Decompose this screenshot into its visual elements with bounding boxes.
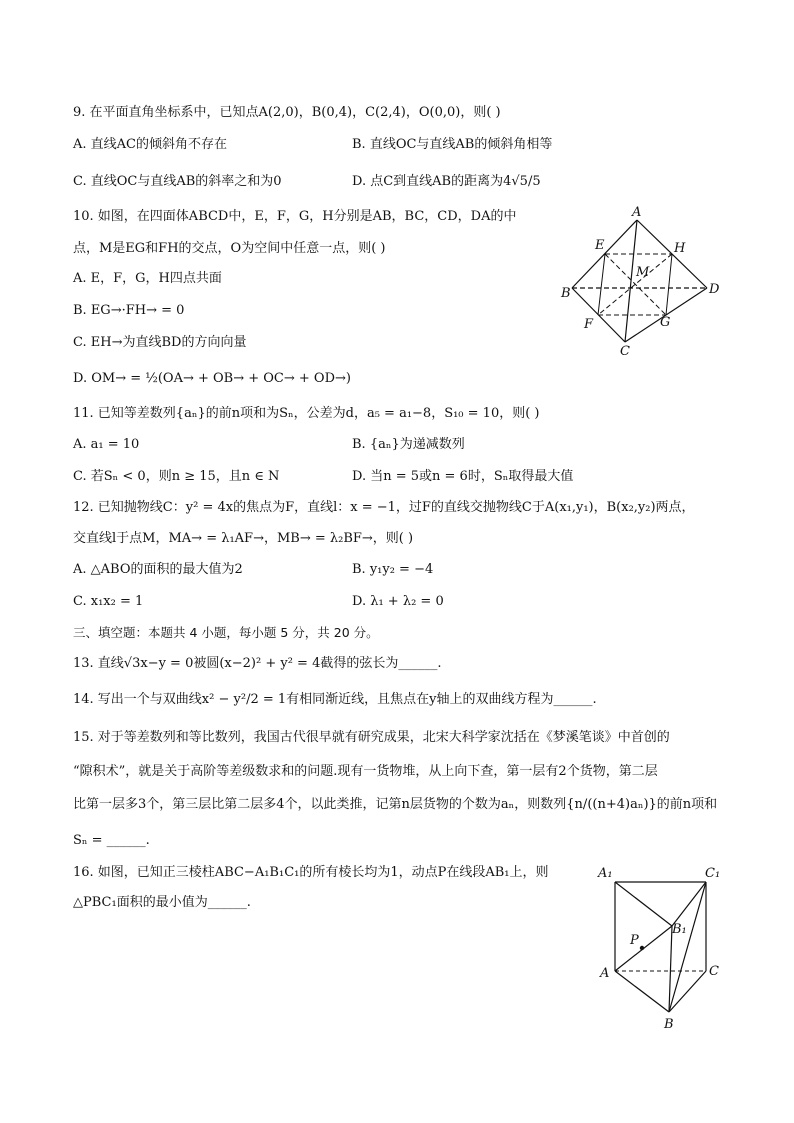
label-C1: C₁ bbox=[705, 866, 721, 881]
q9-option-a: A. 直线AC的倾斜角不存在 bbox=[73, 137, 227, 152]
q12-option-d: D. λ₁ + λ₂ = 0 bbox=[352, 594, 444, 609]
label-H: H bbox=[674, 241, 686, 256]
q10-option-c: C. EH→为直线BD的方向向量 bbox=[73, 335, 247, 350]
q13-stem: 13. 直线√3x−y = 0被圆(x−2)² + y² = 4截得的弦长为______. bbox=[73, 656, 442, 671]
q11-option-d: D. 当n = 5或n = 6时，Sₙ取得最大值 bbox=[352, 469, 574, 484]
label-D: D bbox=[709, 282, 720, 297]
label-P: P bbox=[630, 933, 639, 948]
label-A1: A₁ bbox=[598, 866, 613, 881]
label-M: M bbox=[636, 265, 650, 280]
label-A-prism: A bbox=[600, 966, 610, 981]
q12-option-c: C. x₁x₂ = 1 bbox=[73, 594, 144, 609]
q11-stem: 11. 已知等差数列{aₙ}的前n项和为Sₙ，公差为d，a₅ = a₁−8，S₁₀ = 10，则( ) bbox=[73, 406, 540, 421]
q10-option-d: D. OM→ = ½(OA→ + OB→ + OC→ + OD→) bbox=[73, 371, 351, 386]
q15-line3: 比第一层多3个，第三层比第二层多4个，以此类推，记第n层货物的个数为aₙ，则数列{n/((n+4)aₙ)}的前n项和 bbox=[73, 797, 718, 812]
q15-line1: 15. 对于等差数列和等比数列，我国古代很早就有研究成果，北宋大科学家沈括在《梦溪笔谈》中首创的 bbox=[73, 730, 670, 745]
prism-figure bbox=[592, 862, 732, 1037]
q9-option-d: D. 点C到直线AB的距离为4√5/5 bbox=[352, 174, 541, 189]
q11-option-b: B. {aₙ}为递减数列 bbox=[352, 437, 465, 452]
label-E: E bbox=[595, 238, 605, 253]
q11-option-c: C. 若Sₙ < 0，则n ≥ 15，且n ∈ N bbox=[73, 469, 280, 484]
q12-option-b: B. y₁y₂ = −4 bbox=[352, 562, 434, 577]
q11-option-a: A. a₁ = 10 bbox=[73, 437, 140, 452]
q10-stem-line1: 10. 如图，在四面体ABCD中，E，F，G，H分别是AB，BC，CD，DA的中 bbox=[73, 209, 517, 224]
q12-stem-line2: 交直线l于点M，MA→ = λ₁AF→，MB→ = λ₂BF→，则( ) bbox=[73, 531, 414, 546]
label-B: B bbox=[561, 286, 571, 301]
label-A: A bbox=[632, 205, 642, 220]
q12-stem-line1: 12. 已知抛物线C：y² = 4x的焦点为F，直线l：x = −1，过F的直线交抛物线C于A(x₁,y₁)，B(x₂,y₂)两点， bbox=[73, 500, 695, 515]
q10-option-a: A. E，F，G，H四点共面 bbox=[73, 271, 222, 286]
label-B1: B₁ bbox=[672, 922, 687, 937]
q9-option-c: C. 直线OC与直线AB的斜率之和为0 bbox=[73, 174, 282, 189]
tetrahedron-figure bbox=[555, 205, 730, 360]
q14-stem: 14. 写出一个与双曲线x² − y²/2 = 1有相同渐近线，且焦点在y轴上的双曲线方程为______. bbox=[73, 692, 597, 707]
q16-line2: △PBC₁面积的最小值为______. bbox=[73, 895, 251, 910]
q9-stem: 9. 在平面直角坐标系中，已知点A(2,0)，B(0,4)，C(2,4)，O(0,0)，则( ) bbox=[73, 105, 501, 120]
q10-stem-line2: 点，M是EG和FH的交点，O为空间中任意一点，则( ) bbox=[73, 241, 386, 256]
q10-option-b: B. EG→·FH→ = 0 bbox=[73, 303, 185, 318]
q12-option-a: A. △ABO的面积的最大值为2 bbox=[73, 562, 243, 577]
label-C: C bbox=[620, 344, 630, 359]
label-B-prism: B bbox=[664, 1017, 674, 1032]
section-title: 三、填空题：本题共 4 小题，每小题 5 分，共 20 分。 bbox=[73, 625, 379, 640]
q15-line2: “隙积术”，就是关于高阶等差级数求和的问题.现有一货物堆，从上向下查，第一层有2个货物，第二层 bbox=[73, 764, 658, 779]
label-C-prism: C bbox=[709, 964, 719, 979]
label-G: G bbox=[660, 315, 671, 330]
label-F: F bbox=[584, 317, 594, 332]
q16-line1: 16. 如图，已知正三棱柱ABC−A₁B₁C₁的所有棱长均为1，动点P在线段AB₁上，则 bbox=[73, 865, 549, 880]
q9-option-b: B. 直线OC与直线AB的倾斜角相等 bbox=[352, 137, 553, 152]
q15-line4: Sₙ = ______. bbox=[73, 833, 150, 848]
point-P bbox=[640, 946, 644, 950]
